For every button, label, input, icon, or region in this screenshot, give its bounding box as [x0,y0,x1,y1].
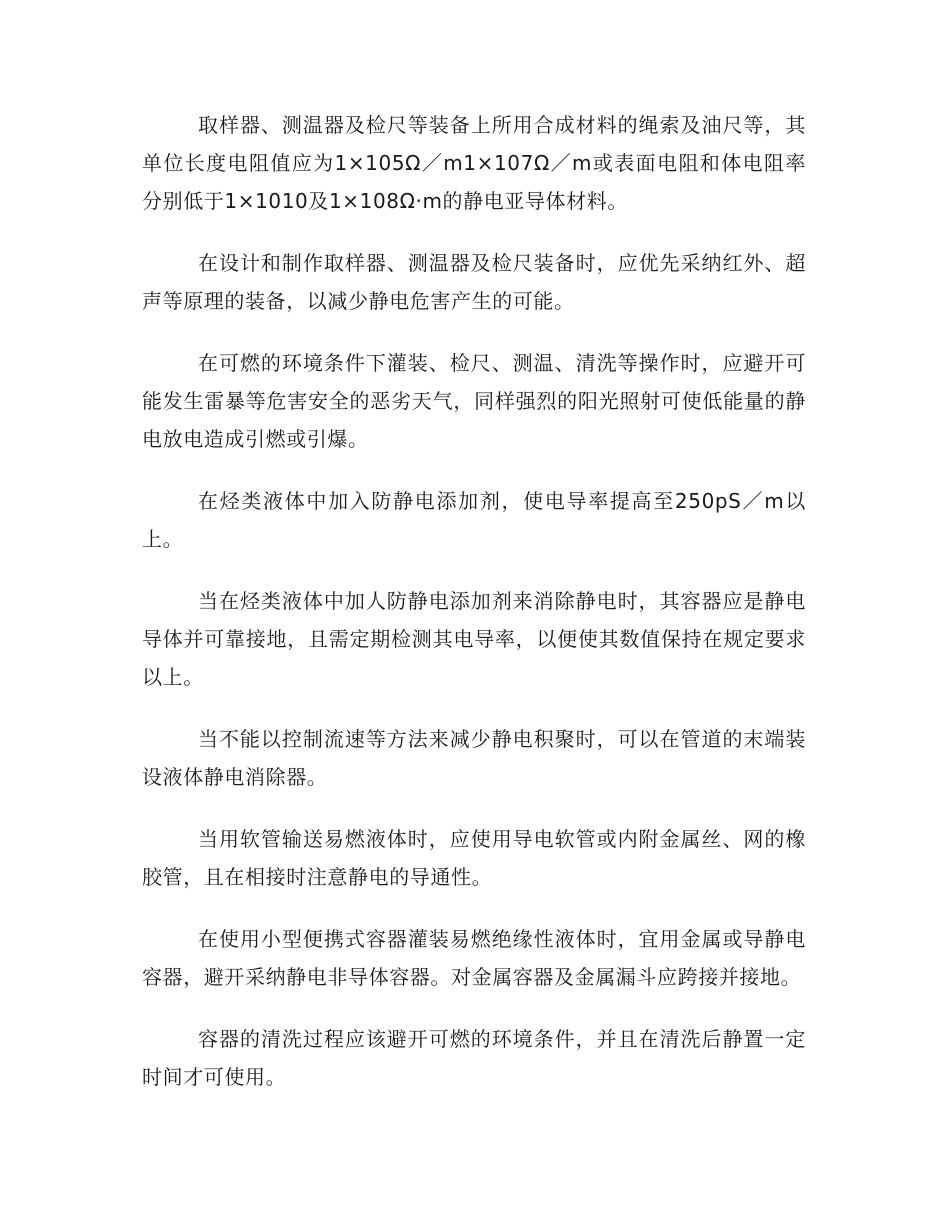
paragraph-container-cleaning: 容器的清洗过程应该避开可燃的环境条件，并且在清洗后静置一定时间才可使用。 [142,1027,806,1089]
paragraph-weather-precautions: 在可燃的环境条件下灌装、检尺、测温、清洗等操作时，应避开可能发生雷暴等危害安全的恶劣天气，同样强烈的阳光照射可使低能量的静电放电造成引燃或引爆。 [142,351,806,451]
paragraph-conductive-hose: 当用软管输送易燃液体时，应使用导电软管或内附金属丝、网的橡胶管，且在相接时注意静电的导通性。 [142,827,806,889]
paragraph-portable-containers: 在使用小型便携式容器灌装易燃绝缘性液体时，宜用金属或导静电容器，避开采纳静电非导体容器。对金属容器及金属漏斗应跨接并接地。 [142,927,806,989]
paragraph-antistatic-additive: 在烃类液体中加入防静电添加剂，使电导率提高至250pS／m以上。 [142,489,806,551]
document-body [142,106,806,1120]
paragraph-static-eliminator: 当不能以控制流速等方法来减少静电积聚时，可以在管道的末端装设液体静电消除器。 [142,727,806,789]
paragraph-sampling-ropes: 取样器、测温器及检尺等装备上所用合成材料的绳索及油尺等，其单位长度电阻值应为1×105Ω／m1×107Ω／m或表面电阻和体电阻率分别低于1×1010及1×108Ω·m的静电亚导体材料。 [142,113,806,213]
paragraph-equipment-design: 在设计和制作取样器、测温器及检尺装备时，应优先采纳红外、超声等原理的装备，以减少静电危害产生的可能。 [142,251,806,313]
paragraph-container-grounding: 当在烃类液体中加人防静电添加剂来消除静电时，其容器应是静电导体并可靠接地，且需定期检测其电导率，以便使其数值保持在规定要求以上。 [142,589,806,689]
